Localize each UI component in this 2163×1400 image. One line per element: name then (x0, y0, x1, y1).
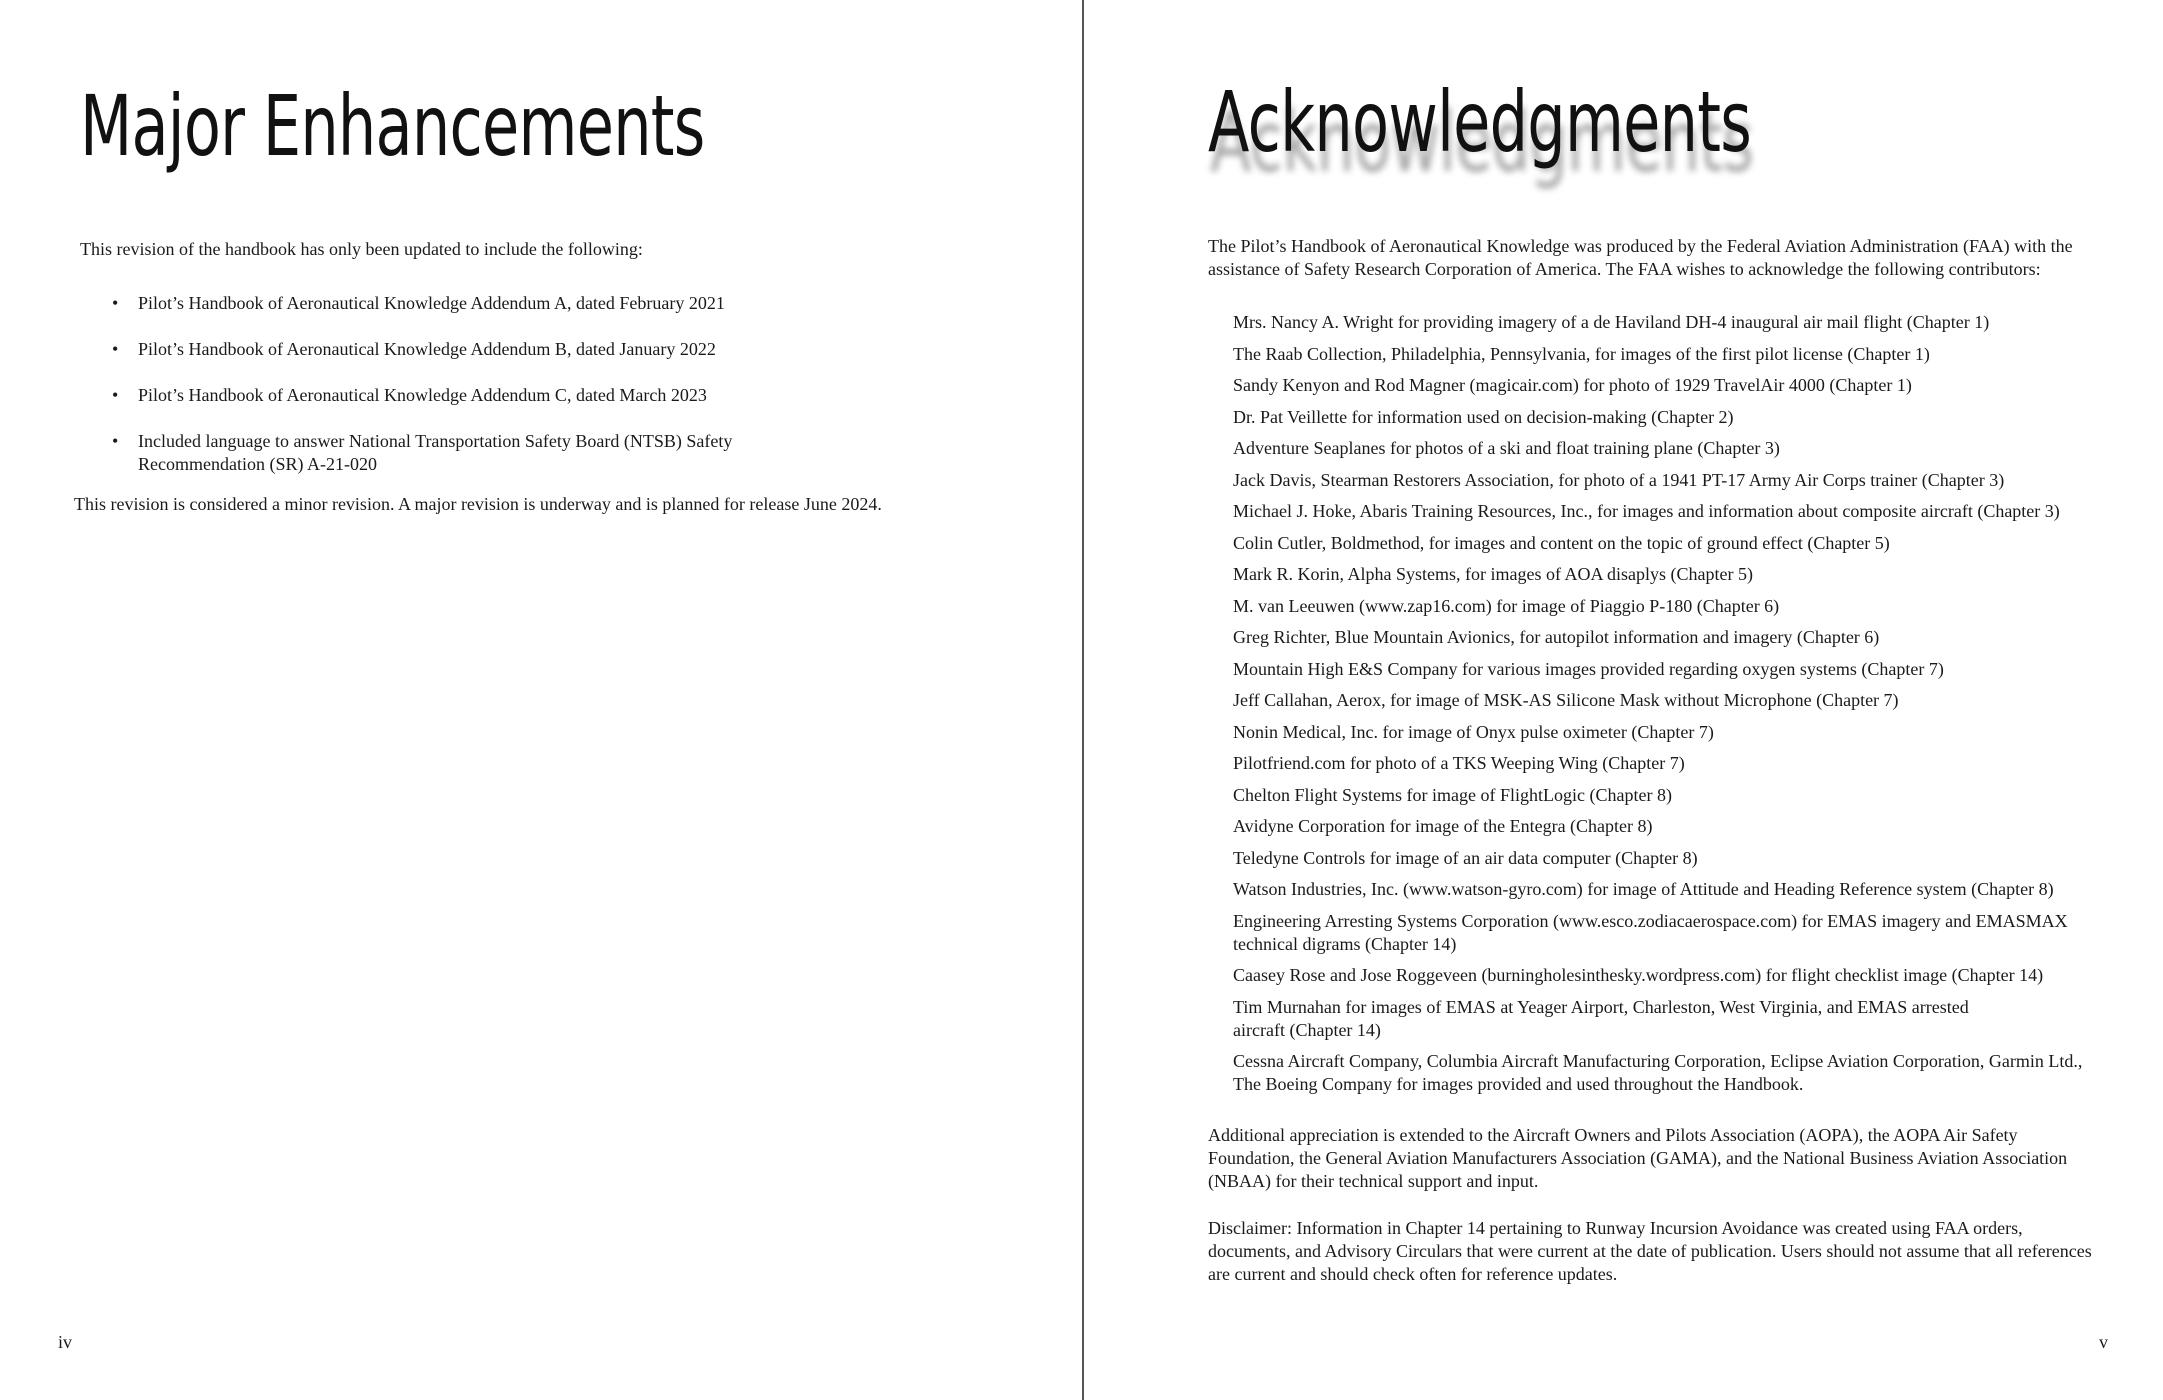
contributor-item: Pilotfriend.com for photo of a TKS Weeping Wing (Chapter 7) (1233, 753, 1685, 773)
additional-appreciation: Additional appreciation is extended to the Aircraft Owners and Pilots Association (AOPA), the AOPA Air Safety Foundation, the General Aviation Manufacturers Association (GAMA), and the National Business Aviation Association (NBAA) for their technical support and input. (1208, 1125, 2068, 1191)
enhancements-intro: This revision of the handbook has only been updated to include the following: (80, 239, 643, 259)
contributor-item: Tim Murnahan for images of EMAS at Yeager Airport, Charleston, West Virginia, and EMAS arrested aircraft (Chapter 14) (1233, 996, 1969, 1040)
enhancement-item: • Pilot’s Handbook of Aeronautical Knowledge Addendum C, dated March 2023 (110, 384, 738, 407)
contributor-item: Michael J. Hoke, Abaris Training Resources, Inc., for images and information about composite aircraft (Chapter 3) (1233, 501, 2060, 521)
contributor-item: M. van Leeuwen (www.zap16.com) for image of Piaggio P-180 (Chapter 6) (1233, 595, 1780, 616)
contributor-item: Dr. Pat Veillette for information used on decision-making (Chapter 2) (1233, 406, 1734, 427)
page-number: iv (58, 1332, 73, 1352)
right-page (1084, 0, 2163, 1400)
contributors-list (1233, 311, 2093, 1105)
disclaimer: Disclaimer: Information in Chapter 14 pertaining to Runway Incursion Avoidance was created using FAA orders, documents, and Advisory Circulars that were current at the date of publication. Users should not assume that all references are current and should check often for reference updates. (1208, 1218, 2092, 1284)
enhancement-item: • Pilot’s Handbook of Aeronautical Knowledge Addendum A, dated February 2021 (110, 292, 738, 315)
contributor-item: Jack Davis, Stearman Restorers Association, for photo of a 1941 PT-17 Army Air Corps trainer (Chapter 3) (1233, 469, 2005, 490)
contributor-item: Mountain High E&S Company for various images provided regarding oxygen systems (Chapter 7) (1233, 658, 1944, 679)
revision-note: This revision is considered a minor revision. A major revision is underway and is planned for release June 2024. (74, 494, 882, 514)
contributor-item: Engineering Arresting Systems Corporation (www.esco.zodiacaerospace.com) for EMAS imagery and EMASMAX technical digrams (Chapter 14) (1233, 910, 2068, 954)
contributor-item: Teledyne Controls for image of an air data computer (Chapter 8) (1233, 847, 1698, 868)
contributor-item: Watson Industries, Inc. (www.watson-gyro.com) for image of Attitude and Heading Reference system (Chapter 8) (1233, 879, 2054, 899)
contributor-item: Colin Cutler, Boldmethod, for images and content on the topic of ground effect (Chapter 5) (1233, 532, 1890, 553)
contributor-item: Jeff Callahan, Aerox, for image of MSK-AS Silicone Mask without Microphone (Chapter 7) (1233, 690, 1899, 710)
acknowledgments-intro: The Pilot’s Handbook of Aeronautical Knowledge was produced by the Federal Aviation Administration (FAA) with the assistance of Safety Research Corporation of America. The FAA wishes to acknowledge the following contributors: (1208, 236, 2073, 279)
enhancement-item: • Included language to answer National Transportation Safety Board (NTSB) Safety Recommendation (SR) A-21-020 (110, 430, 758, 476)
contributor-item: Greg Richter, Blue Mountain Avionics, for autopilot information and imagery (Chapter 6) (1233, 627, 1880, 647)
contributor-item: Chelton Flight Systems for image of FlightLogic (Chapter 8) (1233, 784, 1672, 805)
contributor-item: Avidyne Corporation for image of the Entegra (Chapter 8) (1233, 816, 1653, 836)
enhancement-item: • Pilot’s Handbook of Aeronautical Knowledge Addendum B, dated January 2022 (110, 338, 738, 361)
contributor-item: Caasey Rose and Jose Roggeveen (burningholesinthesky.wordpress.com) for flight checklist image (Chapter 14) (1233, 965, 2044, 985)
contributor-item: Mark R. Korin, Alpha Systems, for images of AOA disaplys (Chapter 5) (1233, 564, 1753, 584)
contributor-item: Mrs. Nancy A. Wright for providing imagery of a de Haviland DH-4 inaugural air mail flight (Chapter 1) (1233, 312, 1990, 332)
contributor-item: Sandy Kenyon and Rod Magner (magicair.com) for photo of 1929 TravelAir 4000 (Chapter 1) (1233, 375, 1912, 395)
contributor-item: Cessna Aircraft Company, Columbia Aircraft Manufacturing Corporation, Eclipse Aviation Corporation, Garmin Ltd., The Boeing Company for images provided and used throughout the Handbook. (1233, 1051, 2083, 1094)
page-title-acknowledgments: Acknowledgments (1208, 73, 1752, 171)
contributor-item: Nonin Medical, Inc. for image of Onyx pulse oximeter (Chapter 7) (1233, 721, 1714, 742)
contributor-item: Adventure Seaplanes for photos of a ski and float training plane (Chapter 3) (1233, 438, 1780, 458)
enhancements-list (110, 292, 790, 499)
page-title-major-enhancements: Major Enhancements (80, 77, 705, 175)
page-number: v (2099, 1332, 2108, 1352)
contributor-item: The Raab Collection, Philadelphia, Pennsylvania, for images of the first pilot license (Chapter 1) (1233, 343, 1930, 364)
